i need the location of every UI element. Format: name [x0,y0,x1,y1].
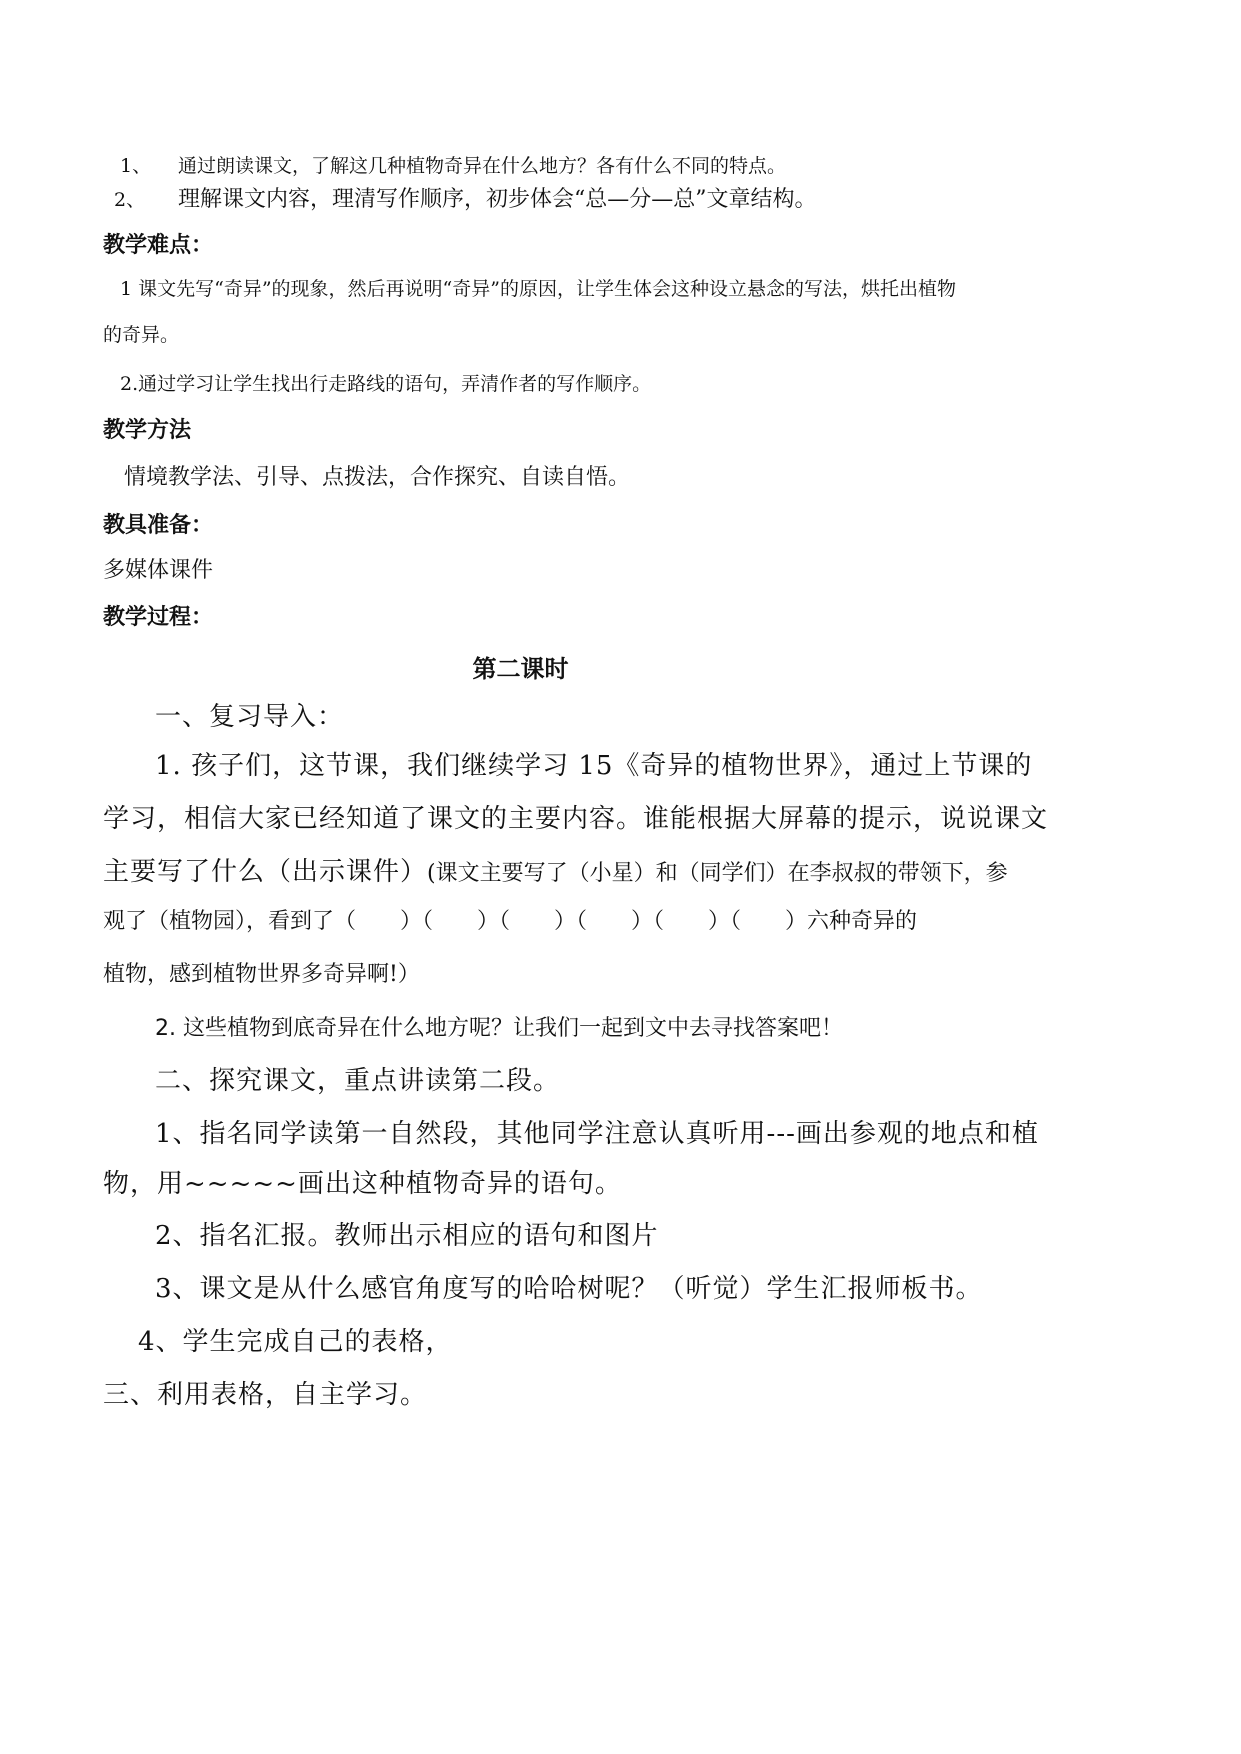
paragraph-6: 4、学生完成自己的表格， [138,1327,453,1357]
paragraph-1-line-2: 学习，相信大家已经知道了课文的主要内容。谁能根据大屏幕的提示，说说课文 [103,804,1049,834]
section-3-heading: 三、利用表格，自主学习。 [103,1380,428,1410]
paragraph-1-line-3-part-b: (课文主要写了（小星）和（同学们）在李叔叔的带领下，参 [427,861,1008,886]
paragraph-5: 3、课文是从什么感官角度写的哈哈树呢？（听觉）学生汇报师板书。 [155,1274,983,1304]
method-text: 情境教学法、引导、点拨法，合作探究、自读自悟。 [124,465,631,490]
paragraph-2: 2. 这些植物到底奇异在什么地方呢？让我们一起到文中去寻找答案吧！ [155,1016,843,1041]
paragraph-1-line-3-part-a: 主要写了什么（出示课件） [103,857,428,887]
process-heading: 教学过程： [103,605,214,630]
paragraph-3-line-1: 1、指名同学读第一自然段，其他同学注意认真听用---画出参观的地点和植 [155,1119,1039,1149]
paragraph-1-line-5: 植物，感到植物世界多奇异啊!） [103,962,420,987]
tools-text: 多媒体课件 [103,558,214,583]
goal-number: 1、 [120,155,152,177]
method-heading: 教学方法 [103,418,192,443]
paragraph-4: 2、指名汇报。教师出示相应的语句和图片 [155,1221,659,1251]
paragraph-1-line-3 [103,851,1008,888]
difficulty-item-1-line-2: 的奇异。 [103,324,180,346]
section-2-heading: 二、探究课文，重点讲读第二段。 [155,1066,561,1096]
difficulty-item-1-line-1: 1 课文先写“奇异”的现象，然后再说明“奇异”的原因，让学生体会这种设立悬念的写法，烘托出植物 [120,278,956,300]
section-1-heading: 一、复习导入： [155,702,345,732]
goal-number: 2、 [114,189,146,211]
difficulty-heading: 教学难点： [103,233,214,258]
difficulty-item-2: 2.通过学习让学生找出行走路线的语句，弄清作者的写作顺序。 [120,373,652,395]
goal-item-2 [114,182,817,213]
tools-heading: 教具准备： [103,513,214,538]
lesson-title: 第二课时 [472,655,569,683]
goal-text: 通过朗读课文，了解这几种植物奇异在什么地方？各有什么不同的特点。 [178,155,787,177]
goal-item-1 [120,151,786,178]
goal-text: 理解课文内容，理清写作顺序，初步体会“总—分—总”文章结构。 [178,187,817,212]
paragraph-1-line-1: 1. 孩子们，这节课，我们继续学习 15《奇异的植物世界》，通过上节课的 [155,751,1033,781]
paragraph-3-line-2: 物，用~~~~~画出这种植物奇异的语句。 [103,1169,622,1199]
paragraph-1-line-4: 观了（植物园），看到了（ ）（ ）（ ）（ ）（ ）（ ）六种奇异的 [103,909,918,934]
